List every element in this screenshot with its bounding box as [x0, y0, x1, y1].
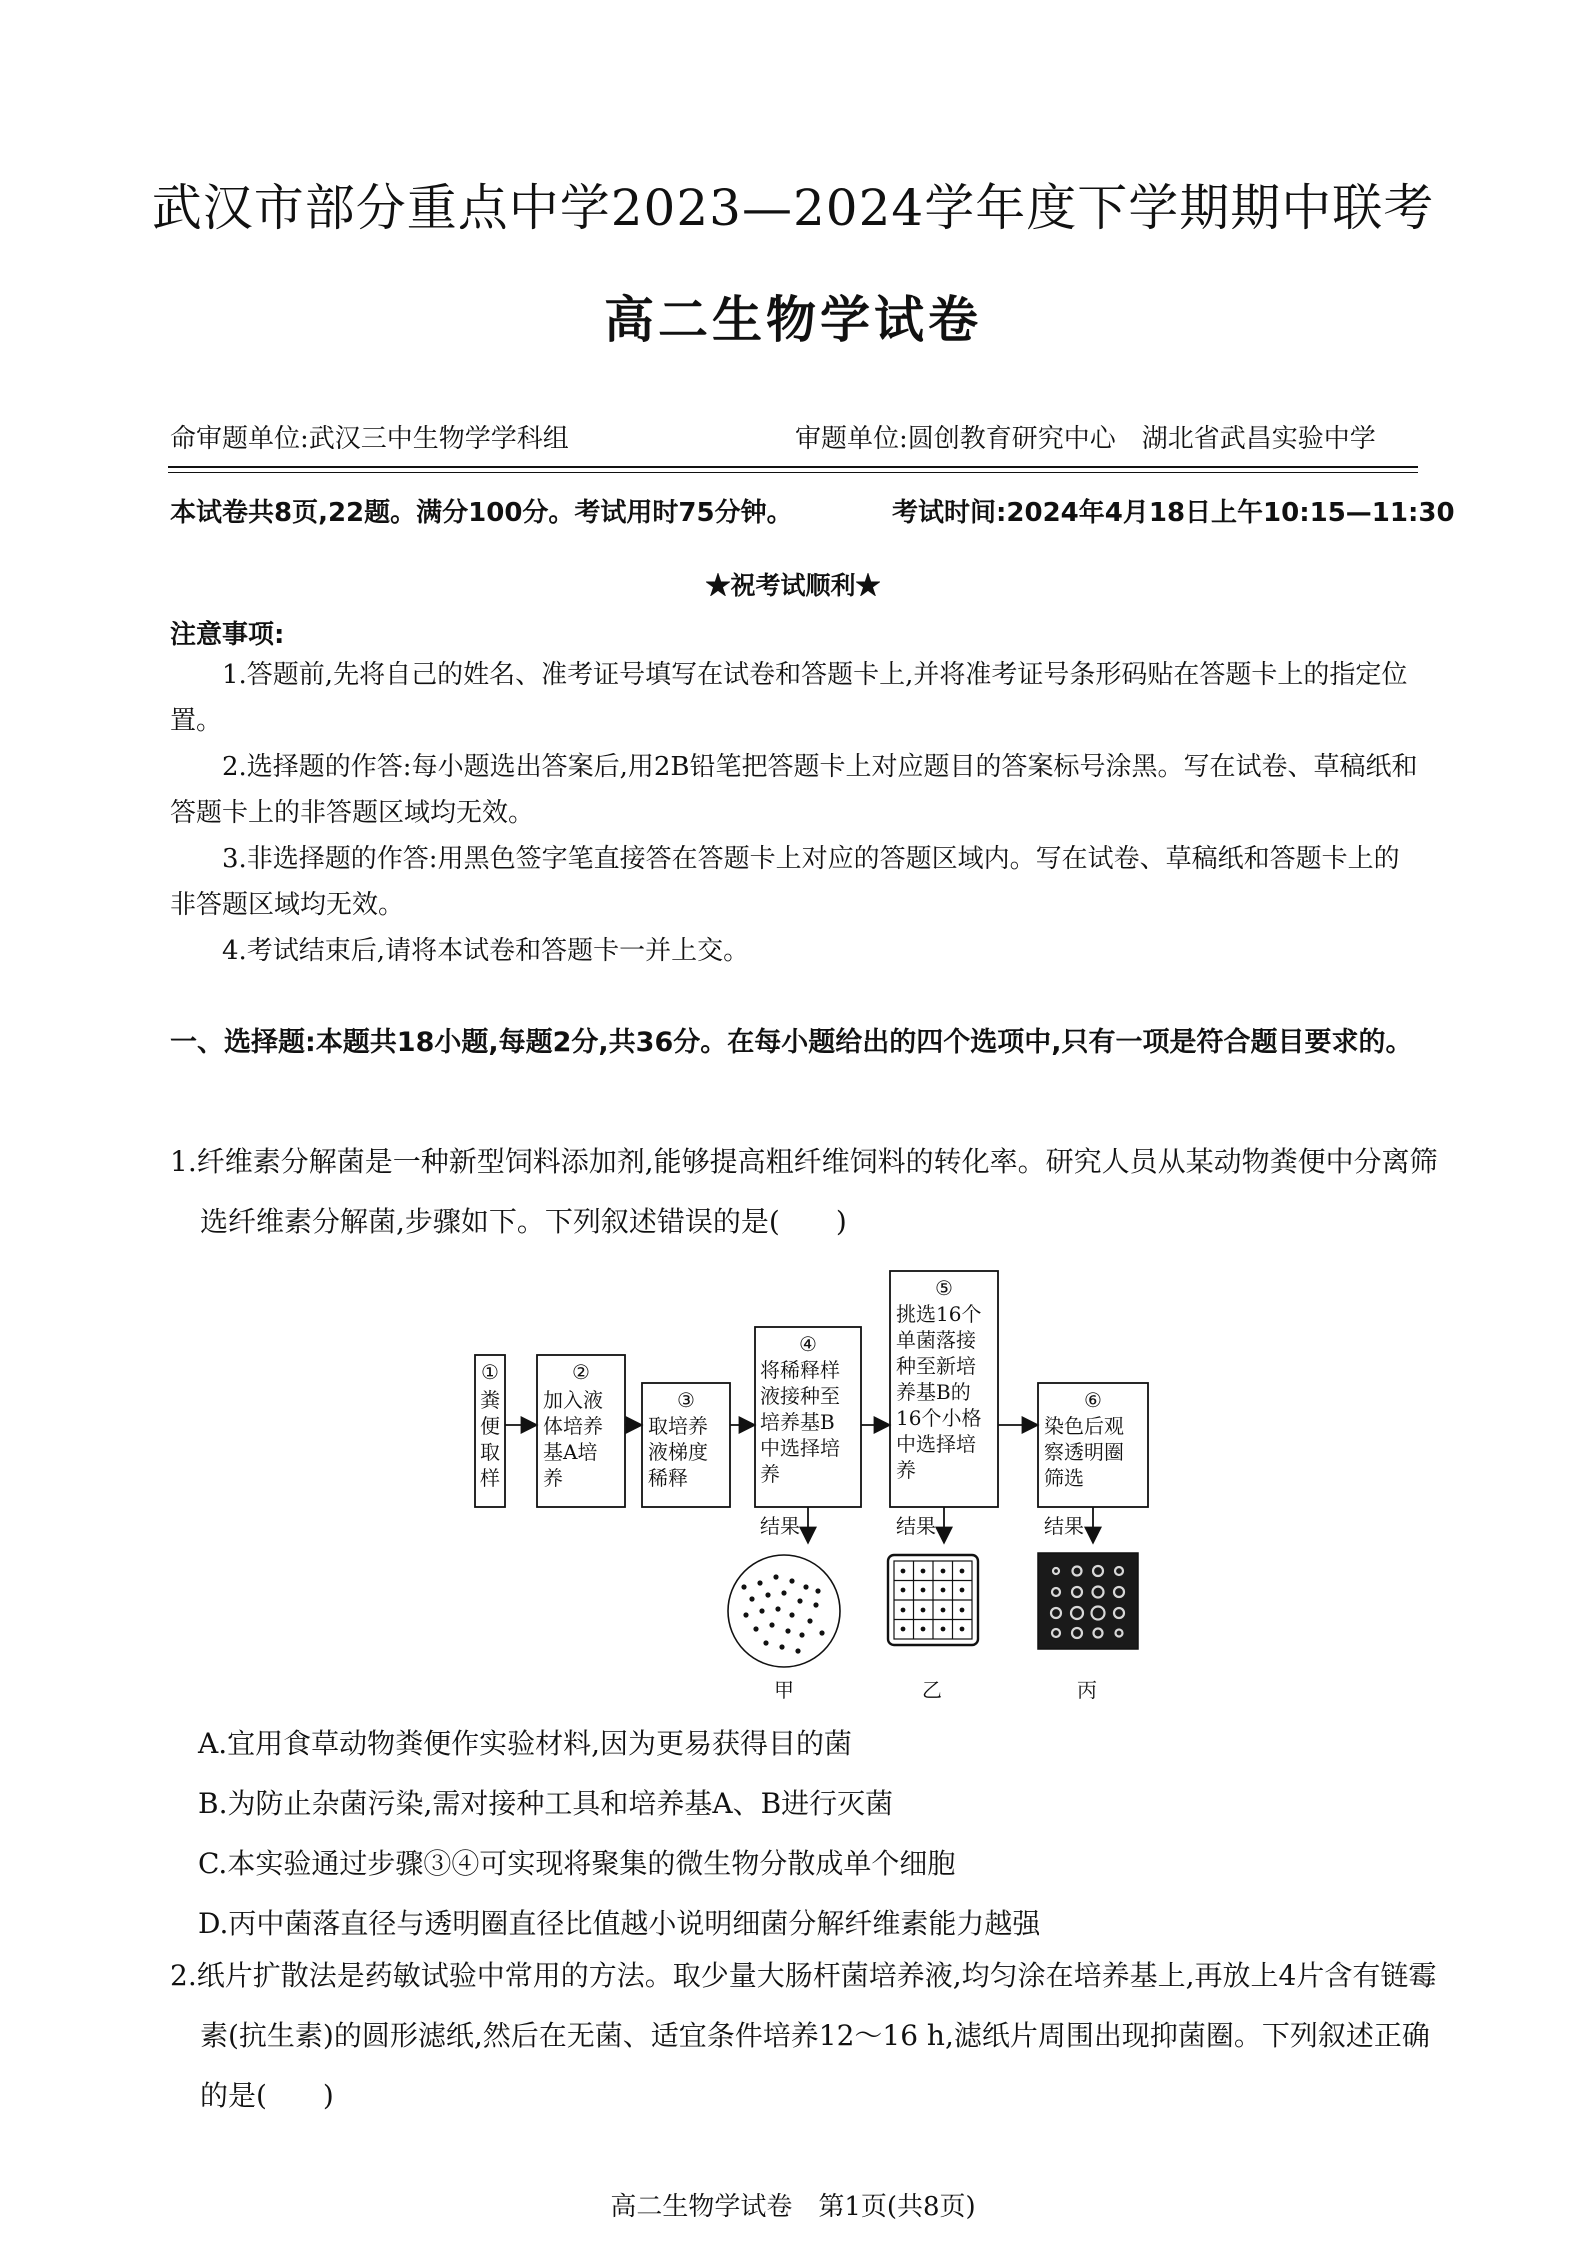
q1-option-d: D.丙中菌落直径与透明圈直径比值越小说明细菌分解纤维素能力越强: [198, 1907, 1041, 1940]
notice-item-2: 2.选择题的作答:每小题选出答案后,用2B铅笔把答题卡上对应题目的答案标号涂黑。写在试卷、草稿纸和答题卡上的非答题区域均无效。: [170, 752, 1418, 828]
result-label: 结果: [760, 1514, 800, 1538]
step2-line: 加入液: [543, 1388, 603, 1412]
procedure-diagram: [470, 1265, 1160, 1705]
paper-info: 本试卷共8页,22题。满分100分。考试用时75分钟。: [170, 498, 793, 528]
page-footer: 高二生物学试卷 第1页(共8页): [610, 2192, 976, 2222]
notice-item-1: 1.答题前,先将自己的姓名、准考证号填写在试卷和答题卡上,并将准考证号条形码贴在答题卡上的指定位置。: [170, 660, 1408, 736]
paper-subtitle: 高二生物学试卷: [604, 291, 982, 349]
step1-number: ①: [481, 1360, 499, 1384]
step3-line: 稀释: [648, 1466, 688, 1490]
review-unit: 审题单位:圆创教育研究中心 湖北省武昌实验中学: [795, 424, 1376, 454]
step6-number: ⑥: [1084, 1388, 1102, 1412]
step5-line: 16个小格: [896, 1406, 982, 1430]
step4-line: 将稀释样: [760, 1358, 840, 1382]
q1-option-c: C.本实验通过步骤③④可实现将聚集的微生物分散成单个细胞: [198, 1847, 956, 1880]
grid-plate-yi: [888, 1555, 978, 1645]
step3-line: 液梯度: [648, 1440, 708, 1464]
step3-line: 取培养: [648, 1414, 708, 1438]
author-unit: 命审题单位:武汉三中生物学学科组: [170, 424, 569, 454]
plate-label-yi: 乙: [922, 1678, 942, 1702]
plate-label-jia: 甲: [774, 1678, 794, 1702]
step4-line: 液接种至: [760, 1384, 840, 1408]
step6-line: 染色后观: [1044, 1414, 1124, 1438]
step6-line: 筛选: [1044, 1466, 1084, 1490]
step5-line: 养基B的: [896, 1380, 971, 1404]
header-rule-thin: [168, 472, 1418, 473]
notice-heading: 注意事项:: [170, 620, 285, 650]
question-2-stem: 2.纸片扩散法是药敏试验中常用的方法。取少量大肠杆菌培养液,均匀涂在培养基上,再放上4片含有链霉素(抗生素)的圆形滤纸,然后在无菌、适宜条件培养12～16 h,滤纸片周围出现抑菌圈。下列叙述正确的是( ): [170, 1959, 1437, 2112]
step4-line: 中选择培: [760, 1436, 840, 1460]
step4-number: ④: [799, 1332, 817, 1356]
plate-label-bing: 丙: [1077, 1678, 1097, 1702]
section-heading: 一、选择题:本题共18小题,每题2分,共36分。在每小题给出的四个选项中,只有一项是符合题目要求的。: [170, 1027, 1413, 1058]
result-label: 结果: [1044, 1514, 1084, 1538]
step1-line: 粪: [480, 1388, 500, 1412]
step2-line: 体培养: [543, 1414, 603, 1438]
step5-line: 种至新培: [896, 1354, 976, 1378]
q1-option-a: A.宜用食草动物粪便作实验材料,因为更易获得目的菌: [198, 1727, 853, 1760]
step5-line: 中选择培: [896, 1432, 976, 1456]
stained-plate-bing: [1038, 1553, 1138, 1649]
step1-line: 取: [480, 1440, 500, 1464]
exam-title: 武汉市部分重点中学2023—2024学年度下学期期中联考: [151, 179, 1435, 237]
notice-item-3: 3.非选择题的作答:用黑色签字笔直接答在答题卡上对应的答题区域内。写在试卷、草稿纸和答题卡上的非答题区域均无效。: [170, 844, 1400, 920]
step5-number: ⑤: [935, 1276, 953, 1300]
step4-line: 养: [760, 1462, 780, 1486]
step5-line: 单菌落接: [896, 1328, 976, 1352]
step5-line: 挑选16个: [896, 1302, 982, 1326]
step5-line: 养: [896, 1458, 916, 1482]
step6-line: 察透明圈: [1044, 1440, 1124, 1464]
exam-time: 考试时间:2024年4月18日上午10:15—11:30: [892, 498, 1455, 528]
header-rule: [168, 466, 1418, 468]
step1-line: 便: [480, 1414, 500, 1438]
step2-line: 养: [543, 1466, 563, 1490]
step4-line: 培养基B: [760, 1410, 835, 1434]
question-1-stem: 1.纤维素分解菌是一种新型饲料添加剂,能够提高粗纤维饲料的转化率。研究人员从某动物粪便中分离筛选纤维素分解菌,步骤如下。下列叙述错误的是( ): [170, 1145, 1438, 1238]
step3-number: ③: [677, 1388, 695, 1412]
notice-item-4: 4.考试结束后,请将本试卷和答题卡一并上交。: [222, 936, 750, 966]
step2-number: ②: [572, 1360, 590, 1384]
good-luck: ★祝考试顺利★: [705, 571, 881, 600]
q1-option-b: B.为防止杂菌污染,需对接种工具和培养基A、B进行灭菌: [198, 1787, 894, 1820]
step1-line: 样: [480, 1466, 500, 1490]
step2-line: 基A培: [543, 1440, 598, 1464]
result-label: 结果: [896, 1514, 936, 1538]
petri-dish-jia: [728, 1555, 840, 1667]
